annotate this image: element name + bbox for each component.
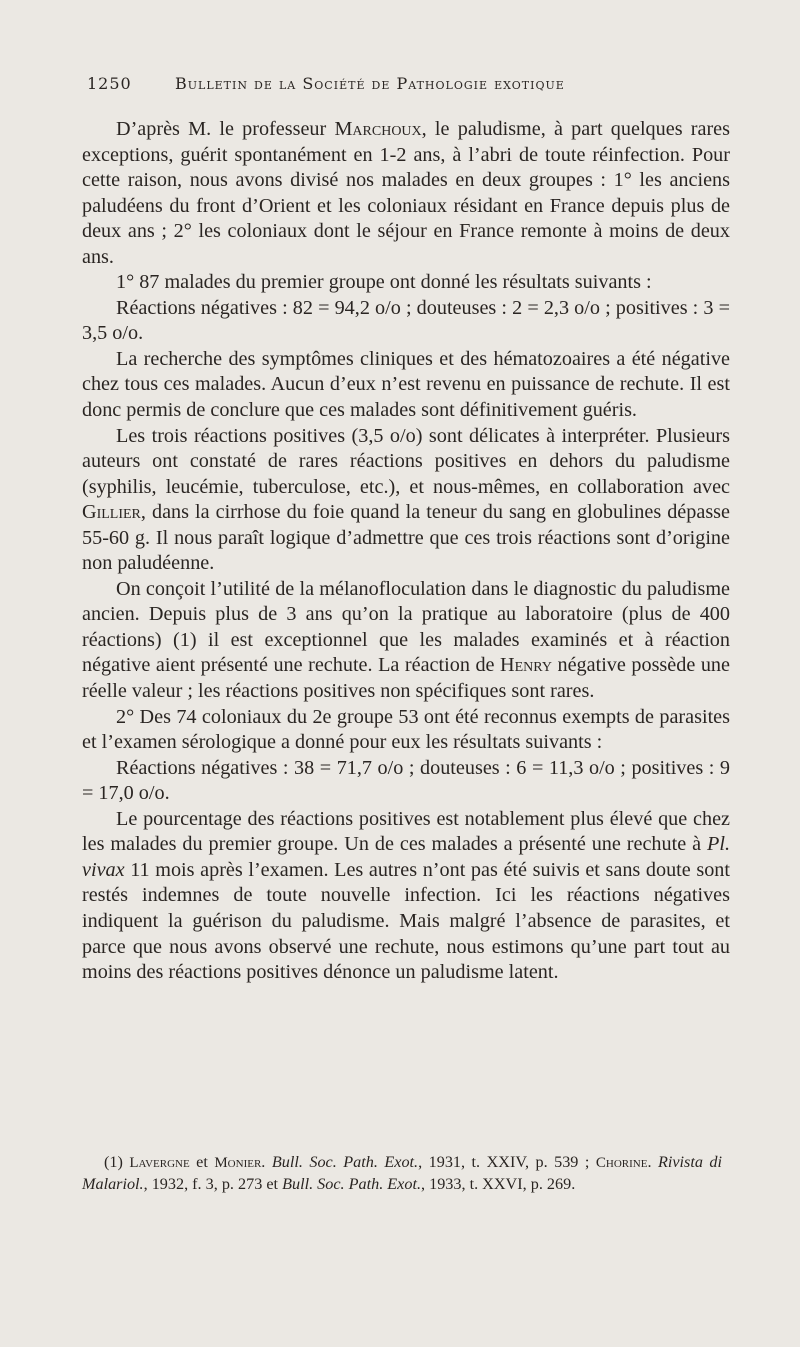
text-run: On conçoit l’utilité de la mélanofloculation dans le diagnostic du paludisme ancien. Depuis plus de 3 ans qu’on la pratique au laboratoire (plus de 400 réactions) (1) il est exceptionnel que les malades examinés et à réaction négative aient présenté une rechute. La réaction de [82,577,730,677]
paragraph: 2° Des 74 coloniaux du 2e groupe 53 ont été reconnus exempts de parasites et l’examen sérologique a donné pour eux les résultats suivants : [82,705,730,754]
journal-ref: Bull. Soc. Path. Exot. [271,1153,419,1171]
species-name: Pl. vivax [82,833,730,881]
paragraph [82,117,730,270]
paragraph: La recherche des symptômes cliniques et des hématozoaires a été négative chez tous ces malades. Aucun d’eux n’est revenu en puissance de rechute. Il est donc permis de conclure que ces malades sont définitivement guéris. [82,347,730,422]
text-run: , dans la cirrhose du foie quand la teneur du sang en globulines dépasse 55-60 g. Il nous paraît logique d’admettre que ces trois réactions sont d’origine non paludéenne. [82,501,730,575]
footnote-text [82,1152,722,1195]
text-run: négative possède une réelle valeur ; les réactions positives non spécifiques sont rares. [82,654,730,703]
paragraph: 1° 87 malades du premier groupe ont donné les résultats suivants : [116,271,652,294]
text-run: D’après M. le professeur [116,118,335,140]
text-run: 11 mois après l’examen. Les autres n’ont pas été suivis et sans doute sont restés indemnes de toute nouvelle infection. Ici les réactions négatives indiquent la guérison du paludisme. Mais malgré l’absence de parasites, et parce que nous avons observé une rechute, nous estimons qu’une part tout au moins des réactions positives dénonce un paludisme latent. [82,858,730,984]
text-run: Les trois réactions positives (3,5 o/o) sont délicates à interpréter. Plusieurs auteurs ont constaté de rares réactions positives en dehors du paludisme (syphilis, leucémie, tuberculose, etc.), et nous-mêmes, en collaboration avec [82,424,730,498]
author-name: Chorine [595,1155,648,1171]
text-run: , le paludisme, à part quelques rares exceptions, guérit spontanément en 1-2 ans, à l’abri de toute réinfection. Pour cette raison, nous avons divisé nos malades en deux groupes : 1° les anciens paludéens du front d’Orient et les coloniaux résidant en France depuis plus de deux ans ; 2° les coloniaux dont le séjour en France remonte à moins de deux ans. [82,118,731,268]
journal-title: Bulletin de la Société de Pathologie exotique [175,74,565,93]
author-name: Henry [500,654,552,677]
article-body [82,117,730,986]
text-run: , 1931, t. XXIV, p. 539 ; [418,1153,596,1171]
text-run: Le pourcentage des réactions positives est notablement plus élevé que chez les malades du premier groupe. Un de ces malades a présenté une rechute à [82,807,730,856]
footnote [82,1152,722,1195]
text-run: , 1932, f. 3, p. 273 et [143,1175,283,1193]
author-name: Marchoux [334,118,422,140]
running-header [87,74,722,93]
paragraph: Réactions négatives : 38 = 71,7 o/o ; douteuses : 6 = 11,3 o/o ; positives : 9 = 17,0 o/o. [82,756,730,805]
text-run: . [647,1153,658,1171]
paragraph [82,577,730,705]
journal-ref: Rivista di Malariol. [82,1153,723,1193]
page-number: 1250 [87,74,132,93]
text-run: , 1933, t. XXVI, p. 269. [421,1175,576,1193]
paragraph: Réactions négatives : 82 = 94,2 o/o ; douteuses : 2 = 2,3 o/o ; positives : 3 = 3,5 o/o. [82,296,730,345]
text-run: et [189,1153,215,1171]
text-run: . [261,1153,272,1171]
author-name: Gillier [82,501,141,524]
author-name: Lavergne [129,1155,190,1171]
footnote-marker: (1) [104,1153,130,1171]
paragraph [82,807,730,986]
paragraph [82,424,730,577]
journal-ref: Bull. Soc. Path. Exot. [282,1175,422,1193]
author-name: Monier [214,1155,262,1171]
